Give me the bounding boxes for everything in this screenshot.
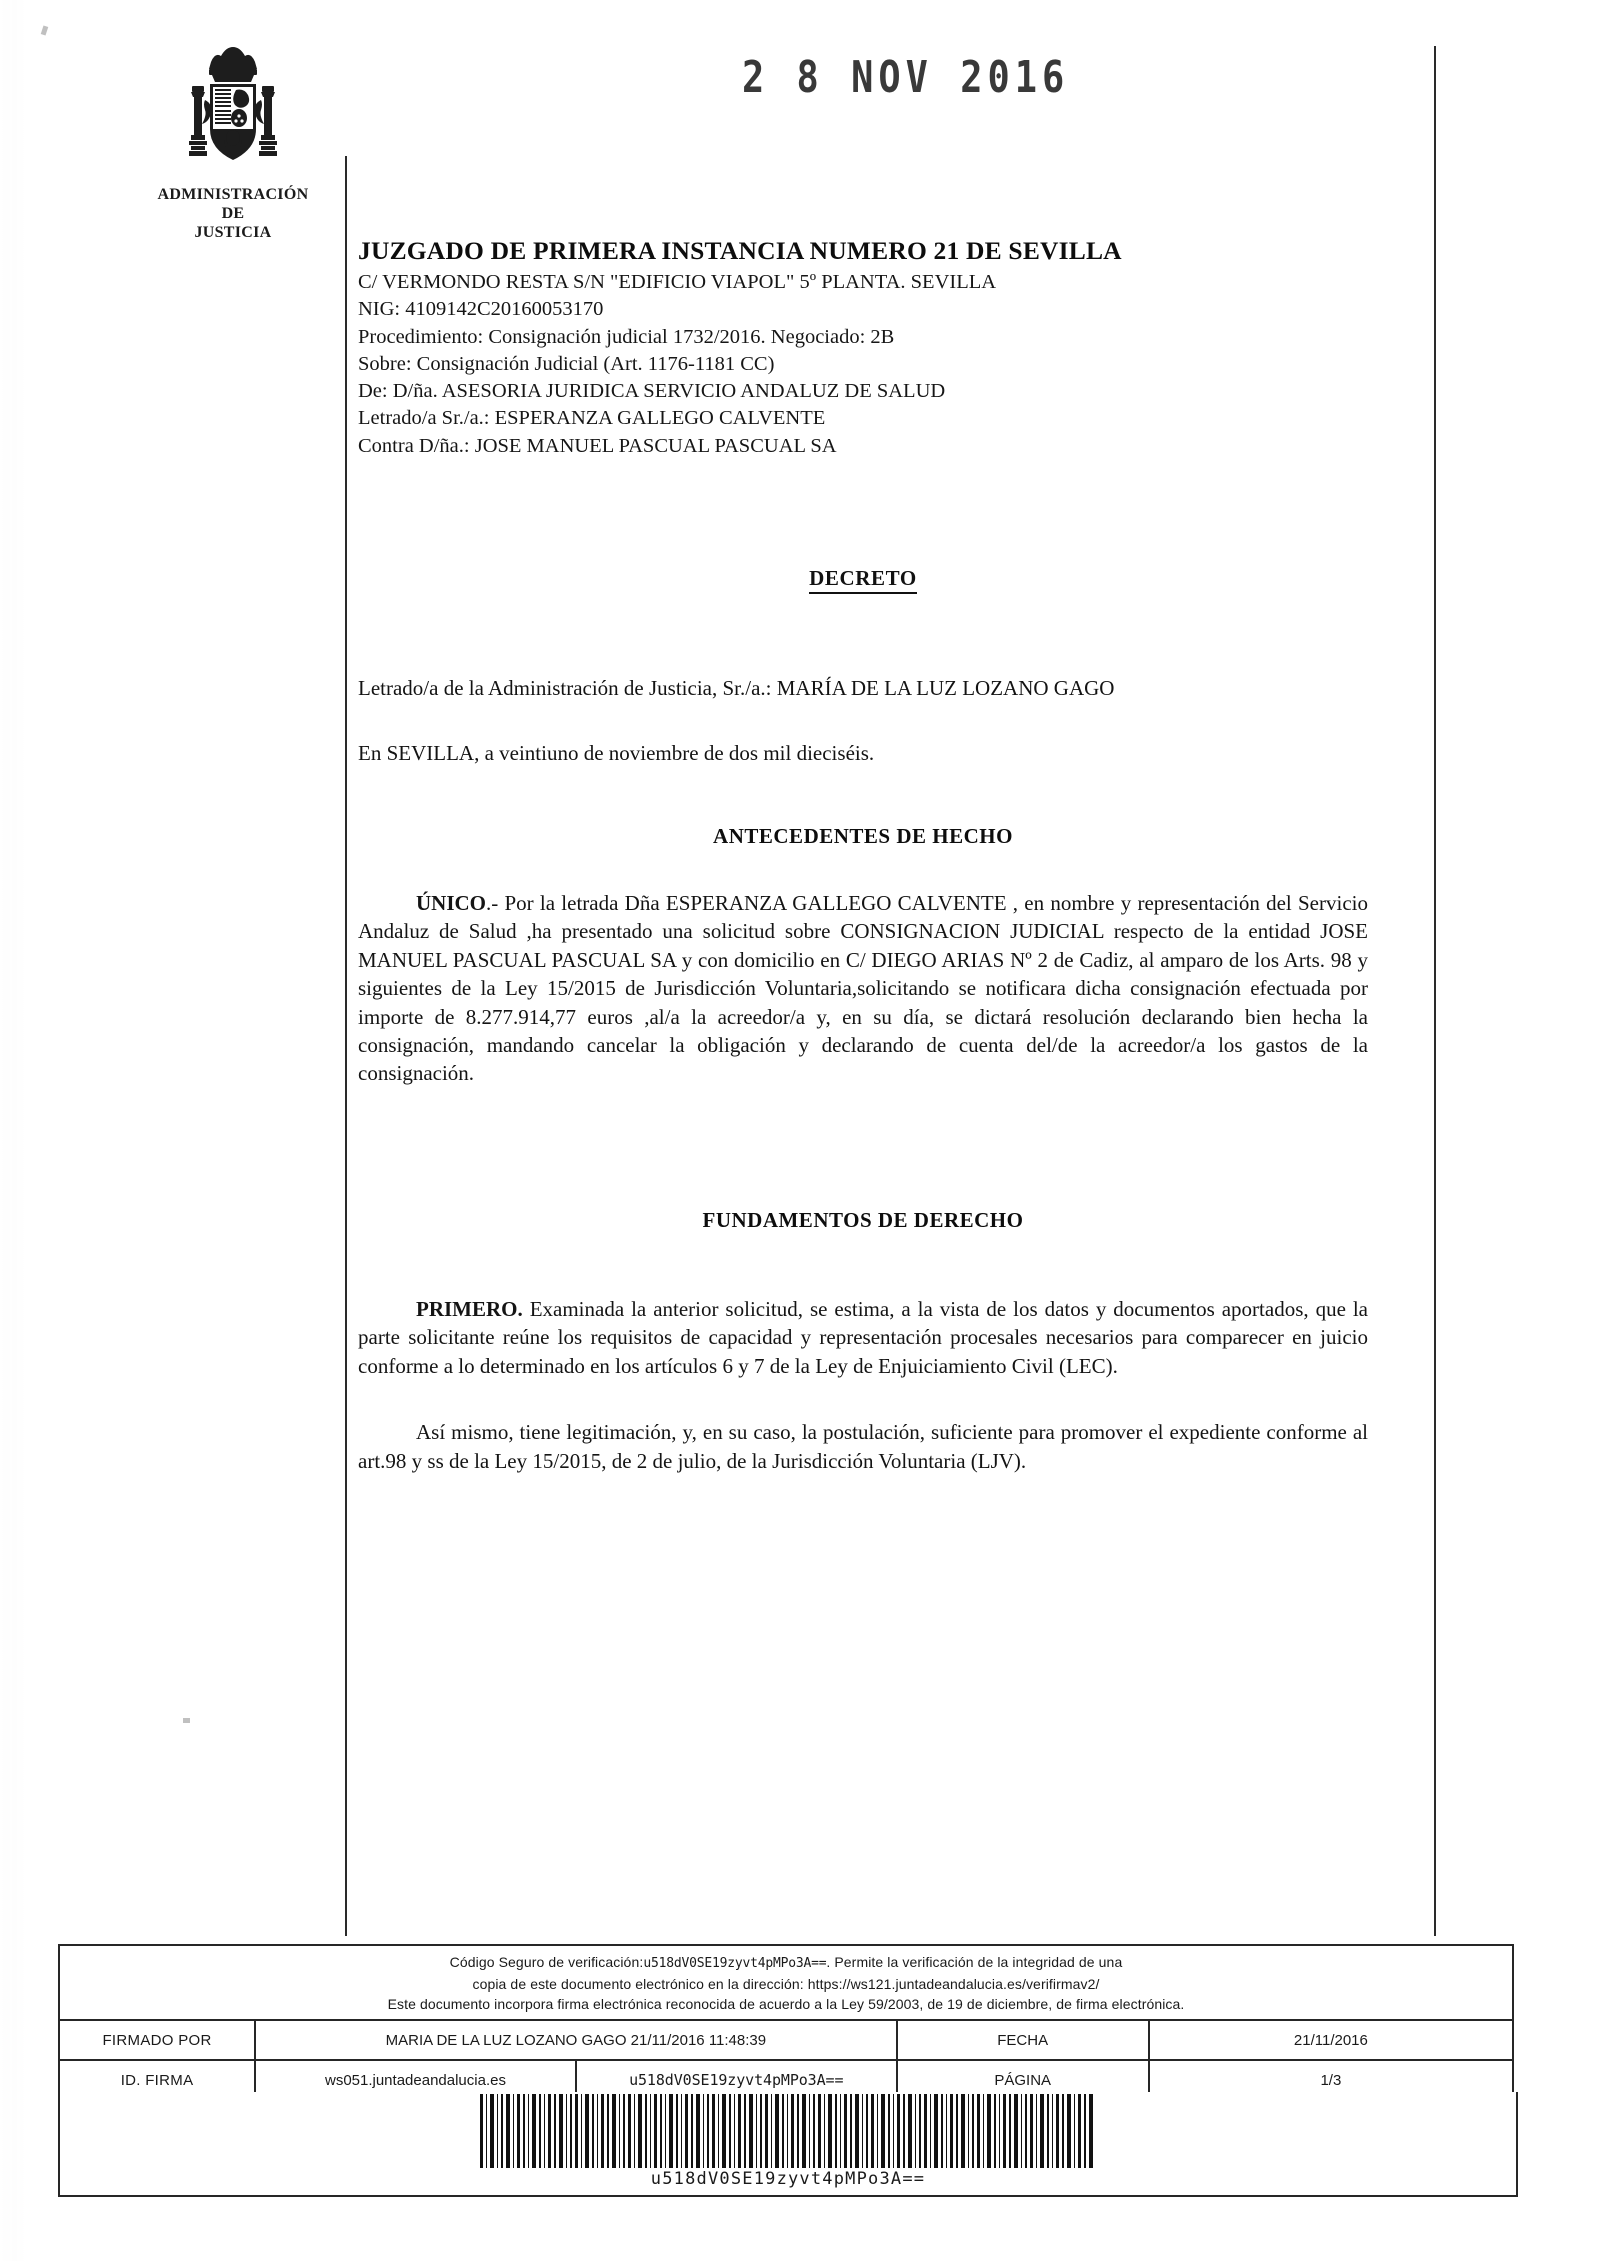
de-line: De: D/ña. ASESORIA JURIDICA SERVICIO ANDALUZ DE SALUD [358,380,946,402]
scan-speck [41,25,49,35]
verification-footer [58,1944,1514,2101]
right-margin-rule [1434,46,1436,1936]
decreto-title-wrap [358,566,1368,594]
letrado-administracion-line: Letrado/a de la Administración de Justicia, Sr./a.: MARÍA DE LA LUZ LOZANO GAGO [358,675,1115,700]
csv-note [58,1944,1514,2019]
nig-line: NIG: 4109142C20160053170 [358,298,604,321]
table-row [59,2020,1513,2060]
csv-code-inline: u518dV0SE19zyvt4pMPo3A== [643,1956,827,1971]
pagina-value: 1/3 [1149,2060,1513,2100]
institution-label [118,186,348,243]
emblem-line-3: JUSTICIA [194,223,272,241]
id-firma-host: ws051.juntadeandalucia.es [255,2060,576,2100]
signed-by-value: MARIA DE LA LUZ LOZANO GAGO 21/11/2016 11:48:39 [255,2020,897,2060]
emblem-line-2: DE [221,204,245,222]
decreto-title: DECRETO [809,566,917,594]
antecedentes-unico-paragraph [358,889,1368,1088]
unico-text: .- Por la letrada Dña ESPERANZA GALLEGO CALVENTE , en nombre y representación del Servicio Andaluz de Salud ,ha presentado una solicitud sobre CONSIGNACION JUDICIAL respecto de la entidad JOSE MANUEL PASCUAL PASCUAL SA y con domicilio en C/ DIEGO ARIAS Nº 2 de Cadiz, al amparo de los Arts. 98 y siguientes de la Ley 15/2015 de Jurisdicción Voluntaria,solicitando se notificara dicha consignación efectuada por importe de 8.277.914,77 euros ,al/a la acreedor/a y, en su día, se dictará resolución declarando bien hecha la consignación, mandando cancelar la obligación y declarando de cuenta del/de la acreedor/a los gastos de la consignación. [358,890,1368,1086]
place-date-line: En SEVILLA, a veintiuno de noviembre de dos mil dieciséis. [358,740,875,765]
institution-emblem-block [118,42,348,243]
csv-note-line-2: copia de este documento electrónico en la dirección: https://ws121.juntadeandalucia.es/verifirmav2/ [472,1975,1100,1992]
spain-coat-of-arms-icon [178,42,288,182]
primero-label: PRIMERO. [416,1296,523,1321]
sobre-line: Sobre: Consignación Judicial (Art. 1176-1181 CC) [358,352,775,375]
csv-note-line-3: Este documento incorpora firma electrónica reconocida de acuerdo a la Ley 59/2003, de 19 de diciembre, de firma electrónica. [387,1996,1185,2013]
id-firma-code: u518dV0SE19zyvt4pMPo3A== [576,2060,897,2100]
primero-text: Examinada la anterior solicitud, se estima, a la vista de los datos y documentos aportados, que la parte solicitante reúne los requisitos de capacidad y representación procesales necesarios para comparecer en juicio conforme a lo determinado en los artículos 6 y 7 de la Ley de Enjuiciamiento Civil (LEC). [358,1296,1368,1378]
csv-suffix: . Permite la verificación de la integridad de una [826,1954,1123,1970]
barcode-caption: u518dV0SE19zyvt4pMPo3A== [650,2169,926,2189]
court-address: C/ VERMONDO RESTA S/N "EDIFICIO VIAPOL" 5º PLANTA. SEVILLA [358,271,997,293]
letrado-line: Letrado/a Sr./a.: ESPERANZA GALLEGO CALVENTE [358,407,826,430]
csv-note-line-1 [70,1952,1502,1974]
fundamentos-asimismo-paragraph: Así mismo, tiene legitimación, y, en su caso, la postulación, suficiente para promover el expediente conforme al art.98 y ss de la Ley 15/2015, de 2 de julio, de la Jurisdicción Voluntaria (LJV). [358,1420,1368,1473]
verification-barcode-icon [478,2094,1098,2168]
left-margin-rule [345,156,347,1936]
pagina-label: PÁGINA [897,2060,1149,2100]
csv-prefix: Código Seguro de verificación: [449,1954,644,1970]
document-body [358,236,1368,1475]
emblem-line-1: ADMINISTRACIÓN [157,186,309,203]
procedimiento-line: Procedimiento: Consignación judicial 1732/2016. Negociado: 2B [358,325,895,348]
scan-speck [183,1718,190,1723]
antecedentes-heading: ANTECEDENTES DE HECHO [713,823,1013,848]
signed-by-label: FIRMADO POR [59,2020,255,2060]
court-title: JUZGADO DE PRIMERA INSTANCIA NUMERO 21 DE SEVILLA [358,236,1122,265]
barcode-zone [58,2092,1518,2197]
fundamentos-heading: FUNDAMENTOS DE DERECHO [702,1207,1024,1232]
scan-edge-artifact [0,0,26,2261]
fecha-value: 21/11/2016 [1149,2020,1513,2060]
reception-date-stamp: 2 8 NOV 2016 [742,52,1070,103]
contra-line: Contra D/ña.: JOSE MANUEL PASCUAL PASCUAL SA [358,434,837,457]
fecha-label: FECHA [897,2020,1149,2060]
id-firma-label: ID. FIRMA [59,2060,255,2100]
signature-table [58,2019,1514,2101]
unico-label: ÚNICO [416,890,487,915]
fundamentos-primero-paragraph [358,1295,1368,1380]
